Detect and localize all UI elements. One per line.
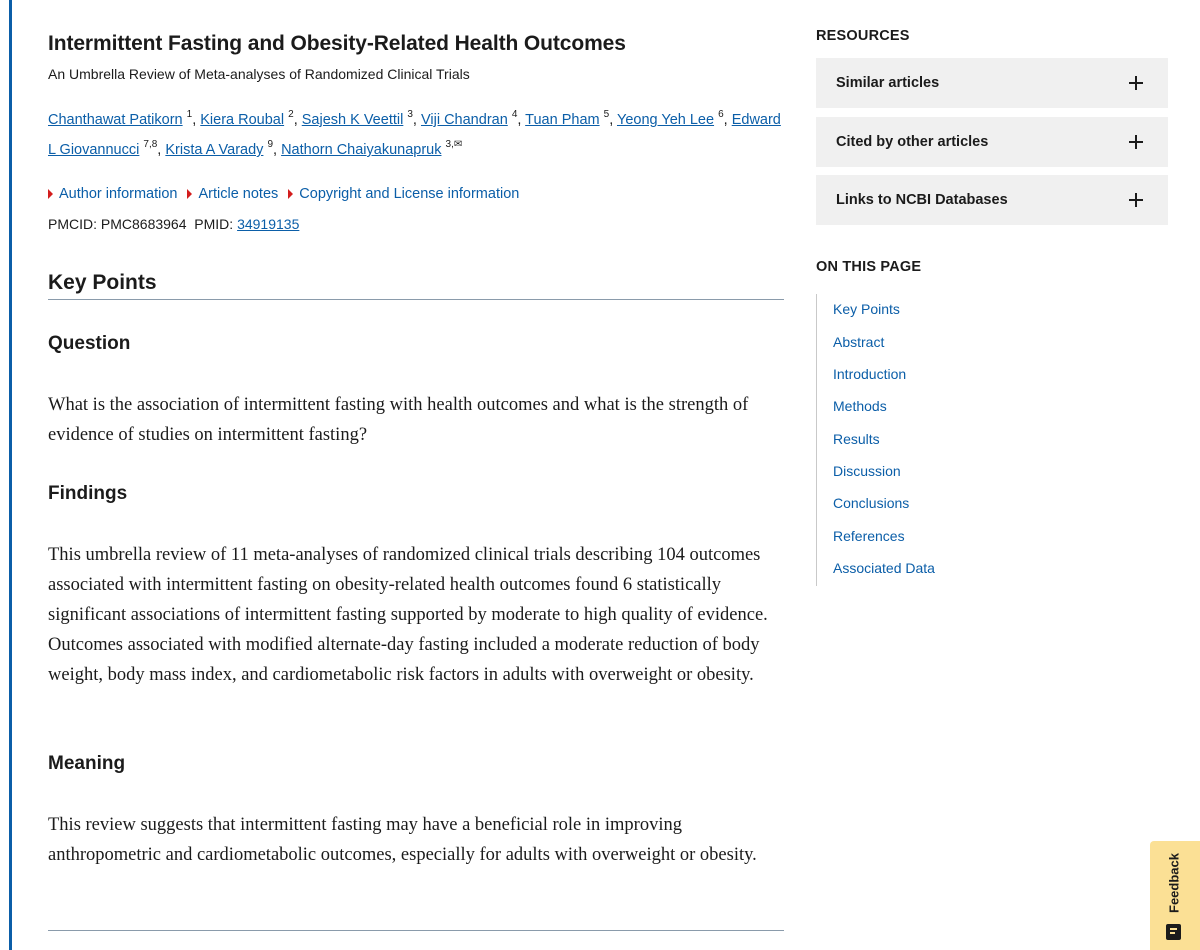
author-link[interactable]: Viji Chandran (420, 112, 508, 128)
article-info-links (48, 186, 519, 202)
toc-introduction[interactable]: Introduction (833, 366, 907, 382)
accordion-label: Links to NCBI Databases (836, 192, 1008, 208)
feedback-icon (1166, 924, 1181, 940)
article-title: Intermittent Fasting and Obesity-Related Health Outcomes (48, 32, 626, 55)
article-identifiers (48, 216, 299, 232)
author-link[interactable]: Kiera Roubal (200, 112, 285, 128)
author-affiliation: 2 (288, 109, 294, 121)
author-affiliation: 6 (718, 109, 724, 121)
feedback-button[interactable] (1150, 841, 1200, 950)
author-link[interactable]: Edward L Giovannucci (48, 112, 781, 158)
cited-by-accordion[interactable] (816, 117, 1168, 167)
author-link[interactable]: Chanthawat Patikorn (48, 112, 183, 128)
copyright-license-toggle[interactable] (288, 186, 519, 202)
pmid-label: PMID: (194, 216, 234, 232)
toc-discussion[interactable]: Discussion (833, 463, 901, 479)
author-link[interactable]: Krista A Varady (165, 142, 264, 158)
question-heading: Question (48, 333, 131, 354)
resources-heading: RESOURCES (816, 28, 910, 44)
copyright-license-label: Copyright and License information (299, 186, 520, 202)
accordion-label: Similar articles (836, 75, 940, 91)
author-affiliation: 5 (603, 109, 610, 121)
toc-methods[interactable]: Methods (833, 398, 887, 414)
toc-conclusions[interactable]: Conclusions (833, 495, 910, 511)
toc-key-points[interactable]: Key Points (833, 301, 900, 317)
author-affiliation: 9 (267, 139, 274, 151)
feedback-label: Feedback (1166, 853, 1182, 913)
question-text: What is the association of intermittent fasting with health outcomes and what is the strength of evidence of studies on intermittent fasting? (48, 395, 749, 445)
article-notes-toggle[interactable] (187, 186, 278, 202)
author-information-label: Author information (59, 186, 178, 202)
toc-references[interactable]: References (833, 528, 905, 544)
article-subtitle: An Umbrella Review of Meta-analyses of Randomized Clinical Trials (48, 66, 470, 82)
pmcid-value: PMC8683964 (100, 216, 187, 232)
author-affiliation: 3 (407, 109, 413, 121)
author-link[interactable]: Tuan Pham (525, 112, 600, 128)
author-affiliation: 1 (186, 109, 193, 121)
triangle-right-icon (48, 189, 53, 199)
toc-abstract[interactable]: Abstract (833, 334, 885, 350)
triangle-right-icon (187, 189, 192, 199)
findings-heading: Findings (48, 483, 128, 504)
author-affiliation: 7,8 (143, 139, 158, 151)
author-link[interactable]: Yeong Yeh Lee (616, 112, 715, 128)
plus-icon (1129, 193, 1143, 207)
pmcid-label: PMCID: (48, 216, 97, 232)
ncbi-databases-accordion[interactable] (816, 175, 1168, 225)
author-affiliation: 3,✉ (445, 139, 463, 151)
author-link[interactable]: Sajesh K Veettil (301, 112, 404, 128)
accordion-label: Cited by other articles (836, 134, 989, 150)
similar-articles-accordion[interactable] (816, 58, 1168, 108)
article-notes-label: Article notes (198, 186, 279, 202)
plus-icon (1129, 76, 1143, 90)
meaning-heading: Meaning (48, 753, 126, 774)
meaning-text: This review suggests that intermittent fasting may have a beneficial role in improving anthropometric and cardiometabolic outcomes, especially for adults with overweight or obesity. (48, 815, 757, 865)
toc-associated-data[interactable]: Associated Data (833, 560, 935, 576)
toc-results[interactable]: Results (833, 431, 880, 447)
key-points-heading: Key Points (48, 271, 157, 294)
findings-text: This umbrella review of 11 meta-analyses of randomized clinical trials describing 104 outcomes associated with intermittent fasting on obesity-related health outcomes found 6 statistically significant associations of intermittent fasting supported by moderate to high quality of evidence. Outcomes associated with modified alternate-day fasting included a moderate reduction of body weight, body mass index, and cardiometabolic risk factors in adults with overweight or obesity. (48, 545, 768, 685)
on-this-page-heading: ON THIS PAGE (816, 259, 922, 275)
author-link[interactable]: Nathorn Chaiyakunapruk (281, 142, 442, 158)
pmid-link[interactable]: 34919135 (237, 216, 300, 232)
section-divider (48, 299, 784, 300)
author-list: Chanthawat Patikorn $^1$, Kiera Roubal $^2$, Sajesh K Veettil $^3$, Viji Chandran $^4$, Tuan Pham $^5$, Yeong Yeh Lee $^6$, Edward L Giovannucci $^{7,8}$, Krista A Varady $^9$, Nathorn Chaiyakunapruk $^{3,✉}$ (48, 109, 781, 158)
section-divider (48, 930, 784, 931)
author-affiliation: 4 (511, 109, 518, 121)
triangle-right-icon (288, 189, 293, 199)
left-accent-rule (9, 0, 12, 950)
author-information-toggle[interactable] (48, 186, 177, 202)
on-this-page-nav (816, 294, 1168, 586)
plus-icon (1129, 135, 1143, 149)
